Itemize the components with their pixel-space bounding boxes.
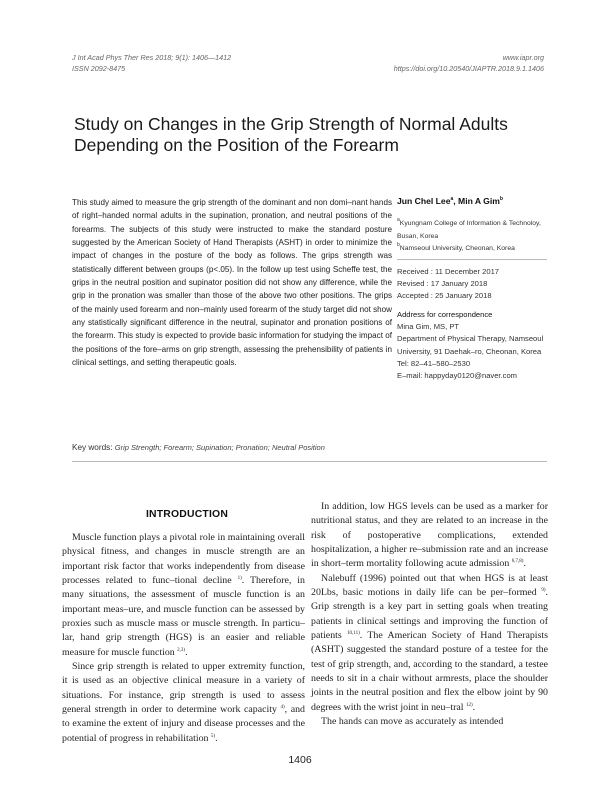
author-list — [397, 196, 503, 206]
affiliation-a — [397, 218, 541, 231]
doi-link[interactable]: https://doi.org/10.20540/JIAPTR.2018.9.1.1406 — [393, 64, 544, 73]
author-1: Jun Chel Lee — [397, 196, 451, 206]
affiliation-b-line-1: Namseoul University, Cheonan, Korea — [399, 245, 515, 252]
citation: 12) — [465, 702, 473, 708]
author-1-affiliation-mark: a — [450, 196, 454, 202]
citation: 1) — [237, 576, 242, 582]
affiliation-a-line-1: Kyungnam College of Information & Technoloy, — [399, 220, 541, 227]
paragraph-text: , and to examine the extent of injury and disease processes and the potential of progress in rehabilitation — [62, 704, 305, 744]
author-2: Min A Gim — [458, 196, 500, 206]
affiliation-a-mark: a — [397, 217, 400, 223]
affiliation-b-mark: b — [397, 242, 400, 248]
citation: 6,7,8) — [511, 559, 524, 565]
title-line-2: Depending on the Position of the Forearm — [74, 135, 399, 155]
paragraph-text: Since grip strength is related to upper extremity function, it is used as an objective clinical measure in a variety of situations. For instance, grip strength is used to assess general strength in order to determine work capacity — [62, 661, 305, 716]
keywords — [72, 443, 325, 452]
issn: ISSN 2092-8475 — [72, 64, 126, 73]
body-column-right — [311, 500, 548, 730]
citation: 5) — [210, 733, 216, 739]
abstract: This study aimed to measure the grip strength of the dominant and non domi–nant hands of right–handed normal adults in the supination, pronation, and neutral positions of the forearms. The subjects of this study were instructed to make the standard posture suggested by the American Society of Hand Therapists (ASHT) in order to minimize the impact of changes in the posture of the body as follows. The grips strength was statistically different between groups (p<.05). In the follow up test using Scheffe test, the grips in the neutral position and supinator position did not show any difference, while the grip in the pronation was smaller than those of the above two other positions. The grips of the mainly used forearm and non–mainly used forearm of the study target did not show any statistically significant difference in the neutral, supinator and pronation positions of the forearm. This study is expected to provide basic information for studying the impact of the positions of the fore–arms on grip strength, assessing the prehensibility of patients in clinical settings, and setting therapeutic goals. — [72, 198, 392, 368]
paragraph-text: . — [523, 558, 526, 570]
correspondence — [397, 309, 543, 382]
citation: 10,11) — [347, 631, 360, 637]
paragraph-text: . — [472, 701, 476, 713]
section-heading-introduction: INTRODUCTION — [145, 509, 229, 520]
affiliation-a-line-2: Busan, Korea — [397, 232, 439, 240]
keywords-label: Key words: — [72, 443, 113, 452]
paragraph-text: . — [185, 646, 188, 658]
received-date: Received : 11 December 2017 — [397, 267, 500, 276]
title-line-1: Study on Changes in the Grip Strength of Normal Adults — [74, 114, 508, 134]
running-header-left — [72, 52, 231, 74]
paragraph — [62, 531, 305, 660]
paragraph-text: . The American Society of Hand Therapists (ASHT) suggested the standard posture of a testee for the test of grip strength, and, according to the standard, a testee needs to sit in a chair without armrests, place the shoulder joints in the neutral position and flex the elbow joint by 90 degrees with the wrist joint in neu–tral — [311, 630, 548, 713]
correspondence-tel: Tel: 82–41–580–2530 — [397, 358, 471, 368]
correspondence-address: University, 91 Daehak–ro, Cheonan, Korea — [397, 346, 542, 356]
citation: 4) — [280, 705, 285, 711]
article-dates — [397, 266, 499, 303]
affiliations — [397, 218, 541, 256]
paragraph — [62, 660, 305, 746]
page-number: 1406 — [288, 754, 312, 766]
article-title — [74, 114, 544, 156]
running-header-right — [394, 52, 544, 74]
correspondence-department: Department of Physical Therapy, Namseoul — [397, 334, 544, 344]
correspondence-email[interactable]: E–mail: happyday0120@naver.com — [397, 371, 517, 381]
paragraph: The hands can move as accurately as intended — [321, 716, 504, 728]
journal-website-link[interactable]: www.iapr.org — [502, 53, 544, 62]
paragraph-text: . Grip strength is a key part in setting goals when treating patients in clinical settings and improving the function of patients — [311, 587, 548, 642]
divider — [397, 259, 547, 260]
citation: 9) — [541, 588, 546, 594]
body-column-left — [62, 531, 305, 746]
author-2-affiliation-mark: b — [499, 196, 503, 202]
revised-date: Revised : 17 January 2018 — [397, 279, 488, 289]
accepted-date: Accepted : 25 January 2018 — [397, 291, 492, 301]
paragraph — [311, 500, 548, 572]
correspondence-name: Mina Gim, MS, PT — [397, 322, 460, 332]
paragraph-text: . Therefore, in many situations, the assessment of muscle function is an important meas–ure, and muscle function can be assessed by proxies such as muscle mass or muscle strength. In particu–lar, hand grip strength (HGS) is an easier and reliable measure for muscle function — [62, 575, 305, 658]
correspondence-heading: Address for correspondence — [397, 310, 493, 319]
keywords-terms: Grip Strength; Forearm; Supination; Pronation; Neutral Position — [114, 443, 325, 452]
divider — [72, 461, 547, 462]
paragraph-text: Nalebuff (1996) pointed out that when HGS is at least 20Lbs, basic motions in daily life can be per–formed — [311, 572, 548, 599]
paragraph-text: . — [215, 732, 218, 744]
paragraph — [311, 572, 548, 715]
paragraph-text: In addition, low HGS levels can be used as a marker for nutritional status, and they are related to an increase in the risk of postoperative complications, extended hospitalization, a higher re–submission rate and an increase in short–term mortality following acute admission — [311, 501, 548, 570]
author-separator: , — [453, 196, 459, 206]
citation: 2,3) — [177, 647, 186, 653]
affiliation-b — [397, 243, 541, 256]
journal-citation: J Int Acad Phys Ther Res 2018; 9(1): 1406—1412 — [72, 53, 232, 62]
paragraph-text: Muscle function plays a pivotal role in maintaining overall physical fitness, and changes in muscle strength are an important risk factor that works independently from disease processes related to func–tional decline — [62, 532, 305, 587]
